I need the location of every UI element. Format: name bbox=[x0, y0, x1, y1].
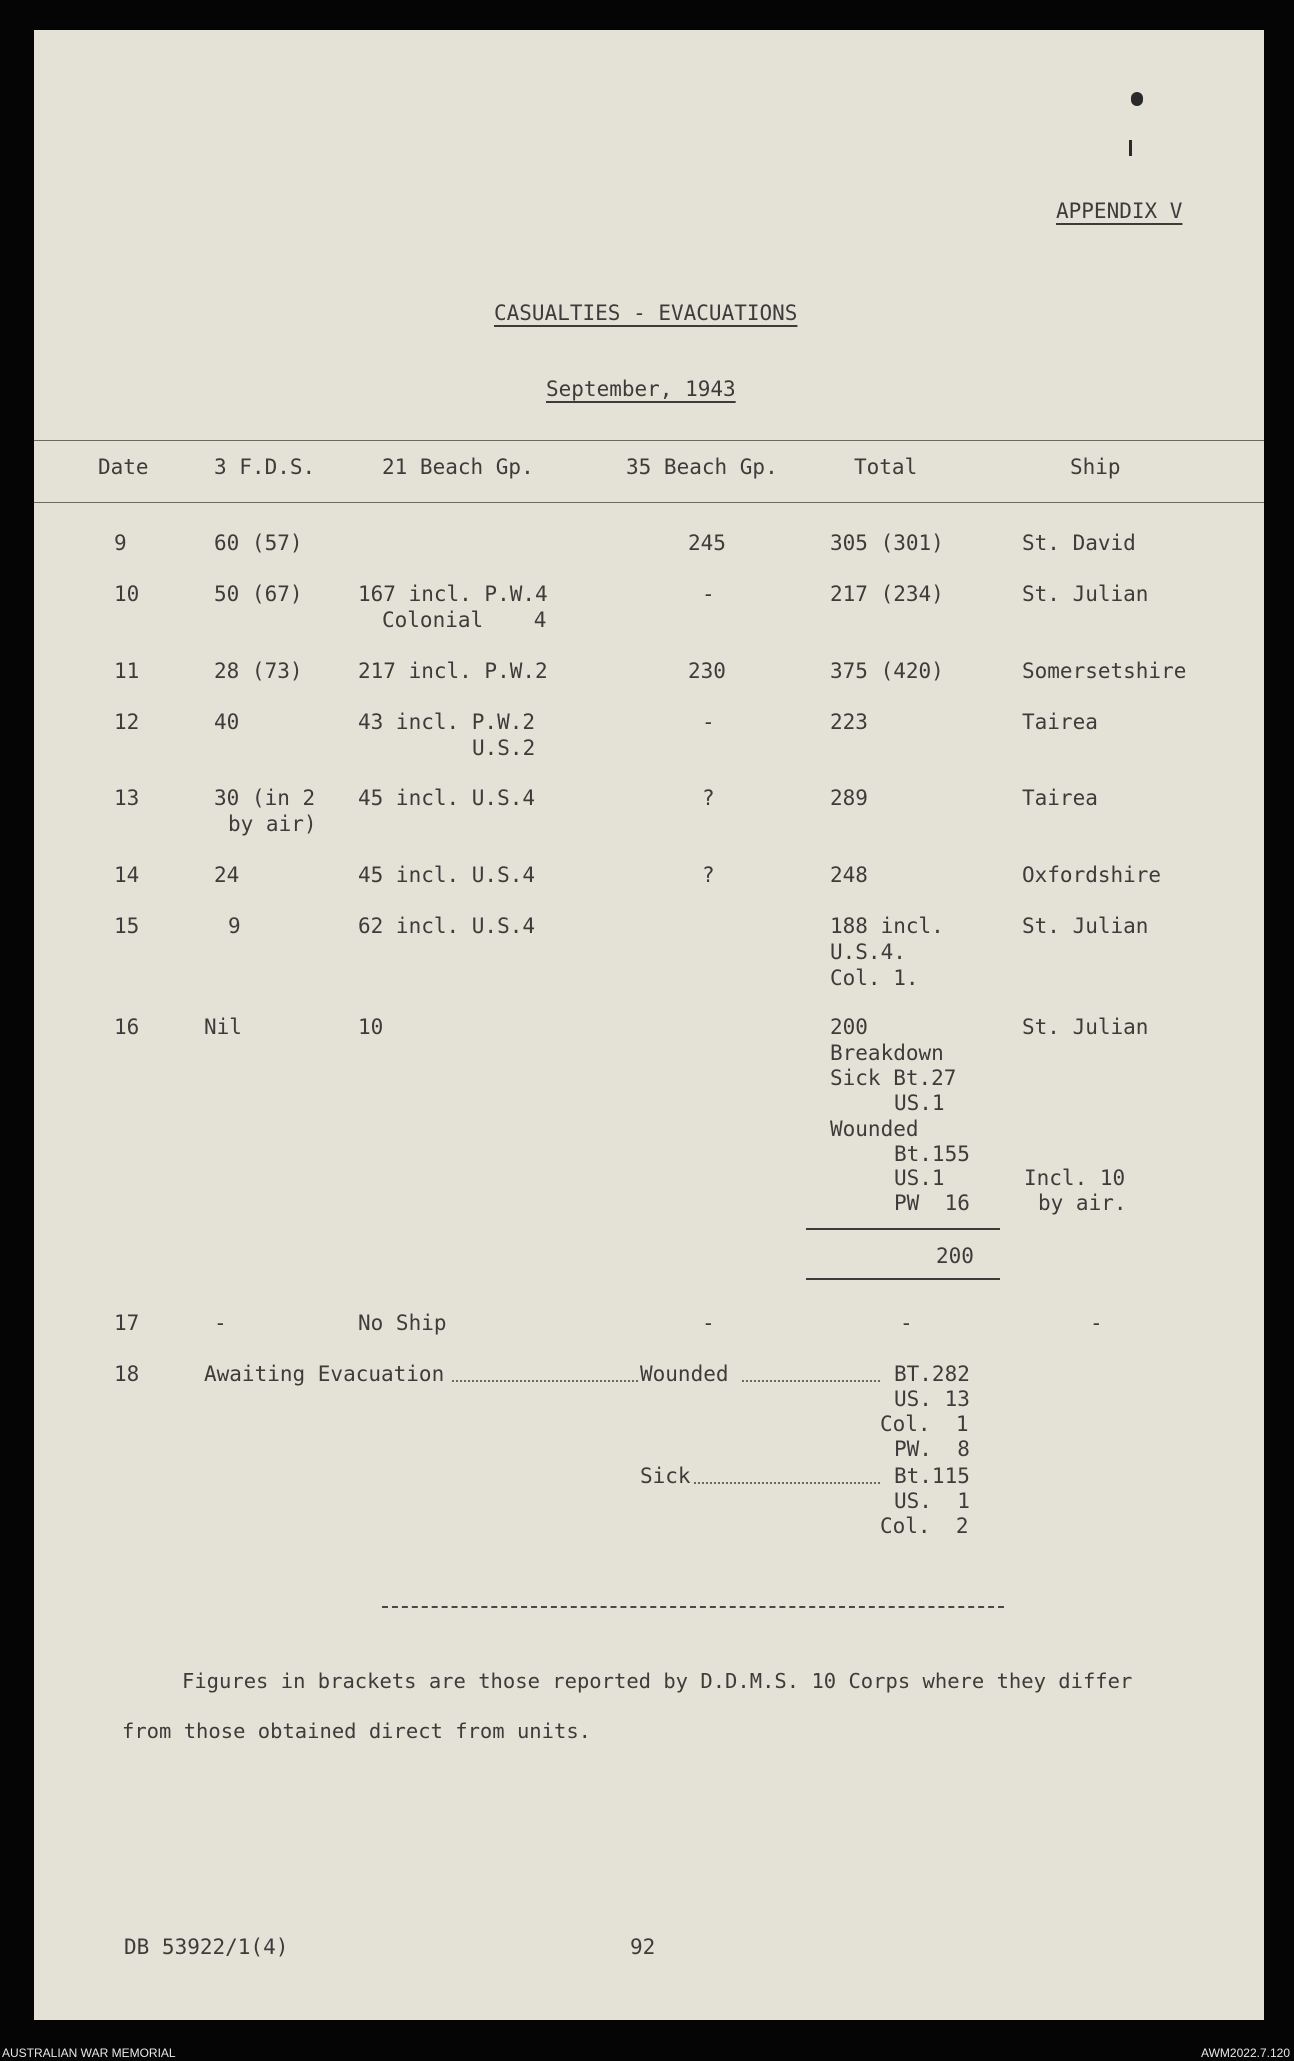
row-14-b35: ? bbox=[702, 863, 715, 887]
leader-dots bbox=[452, 1380, 638, 1382]
row-14-b21: 45 incl. U.S.4 bbox=[358, 863, 536, 887]
row-10-b21-line2: Colonial 4 bbox=[382, 608, 547, 632]
separator-dashes bbox=[382, 1606, 1004, 1608]
row-18-sick-bt: Bt.115 bbox=[894, 1464, 970, 1488]
document-subtitle: September, 1943 bbox=[546, 377, 736, 401]
row-14-date: 14 bbox=[114, 863, 140, 887]
document-page bbox=[34, 30, 1264, 2020]
ink-mark bbox=[1129, 140, 1132, 156]
row-16-wounded-pw: PW 16 bbox=[894, 1191, 970, 1215]
row-15-ship: St. Julian bbox=[1022, 914, 1149, 938]
note-line-1: Figures in brackets are those reported by D.D.M.S. 10 Corps where they differ bbox=[182, 1669, 1133, 1693]
row-16-total: 200 bbox=[830, 1015, 868, 1039]
row-16-sum: 200 bbox=[936, 1244, 974, 1268]
row-17-fds: - bbox=[214, 1311, 227, 1335]
col-header-date: Date bbox=[98, 455, 149, 479]
row-17-b21: No Ship bbox=[358, 1311, 447, 1335]
leader-dots bbox=[694, 1482, 880, 1484]
footer-left: AUSTRALIAN WAR MEMORIAL bbox=[2, 2046, 176, 2060]
row-12-fds: 40 bbox=[214, 710, 240, 734]
row-11-b35: 230 bbox=[688, 659, 726, 683]
row-13-ship: Tairea bbox=[1022, 786, 1098, 810]
row-14-ship: Oxfordshire bbox=[1022, 863, 1162, 887]
row-16-wounded-us: US.1 bbox=[894, 1166, 945, 1190]
row-10-fds: 50 (67) bbox=[214, 582, 303, 606]
row-17-total: - bbox=[900, 1311, 913, 1335]
row-12-ship: Tairea bbox=[1022, 710, 1098, 734]
col-header-total: Total bbox=[854, 455, 918, 479]
col-header-b35: 35 Beach Gp. bbox=[626, 455, 778, 479]
row-14-fds: 24 bbox=[214, 863, 240, 887]
row-9-fds: 60 (57) bbox=[214, 531, 303, 555]
row-15-total-line2: U.S.4. bbox=[830, 940, 906, 964]
row-18-wounded-label: Wounded bbox=[640, 1362, 729, 1386]
row-18-sick-col: Col. 2 bbox=[880, 1514, 969, 1538]
row-17-b35: - bbox=[702, 1311, 715, 1335]
row-9-date: 9 bbox=[114, 531, 127, 555]
row-14-total: 248 bbox=[830, 863, 868, 887]
row-16-date: 16 bbox=[114, 1015, 140, 1039]
row-15-date: 15 bbox=[114, 914, 140, 938]
footer-right: AWM2022.7.120 bbox=[1201, 2046, 1290, 2060]
row-10-b21: 167 incl. P.W.4 bbox=[358, 582, 548, 606]
row-11-b21: 217 incl. P.W.2 bbox=[358, 659, 548, 683]
row-10-b35: - bbox=[702, 582, 715, 606]
row-18-wounded-pw: PW. 8 bbox=[894, 1437, 970, 1461]
row-13-fds-line2: by air) bbox=[228, 812, 317, 836]
row-11-total: 375 (420) bbox=[830, 659, 944, 683]
row-17-date: 17 bbox=[114, 1311, 140, 1335]
row-13-fds: 30 (in 2 bbox=[214, 786, 316, 810]
row-16-fds: Nil bbox=[204, 1015, 242, 1039]
row-16-ship-note2: by air. bbox=[1038, 1191, 1127, 1215]
row-10-total: 217 (234) bbox=[830, 582, 944, 606]
row-12-total: 223 bbox=[830, 710, 868, 734]
document-title: CASUALTIES - EVACUATIONS bbox=[494, 301, 798, 325]
row-9-total: 305 (301) bbox=[830, 531, 944, 555]
header-rule-bottom bbox=[34, 502, 1264, 503]
row-16-sick-bt: Sick Bt.27 bbox=[830, 1066, 957, 1090]
row-18-wounded-col: Col. 1 bbox=[880, 1412, 969, 1436]
row-18-awaiting: Awaiting Evacuation bbox=[204, 1362, 445, 1386]
row-15-b21: 62 incl. U.S.4 bbox=[358, 914, 536, 938]
row-11-date: 11 bbox=[114, 659, 140, 683]
row-10-date: 10 bbox=[114, 582, 140, 606]
row-12-b21-line2: U.S.2 bbox=[472, 736, 536, 760]
sum-rule-top bbox=[806, 1228, 1000, 1230]
leader-dots bbox=[742, 1380, 880, 1382]
row-12-date: 12 bbox=[114, 710, 140, 734]
col-header-ship: Ship bbox=[1070, 455, 1121, 479]
row-10-ship: St. Julian bbox=[1022, 582, 1149, 606]
reference-number: DB 53922/1(4) bbox=[124, 1935, 289, 1959]
row-16-ship-note1: Incl. 10 bbox=[1024, 1166, 1126, 1190]
row-13-date: 13 bbox=[114, 786, 140, 810]
row-15-total: 188 incl. bbox=[830, 914, 944, 938]
row-16-ship: St. Julian bbox=[1022, 1015, 1149, 1039]
row-11-fds: 28 (73) bbox=[214, 659, 303, 683]
row-13-total: 289 bbox=[830, 786, 868, 810]
col-header-fds: 3 F.D.S. bbox=[214, 455, 316, 479]
row-15-fds: 9 bbox=[228, 914, 241, 938]
page-number: 92 bbox=[630, 1935, 656, 1959]
row-9-b35: 245 bbox=[688, 531, 726, 555]
row-12-b35: - bbox=[702, 710, 715, 734]
sum-rule-bottom bbox=[806, 1278, 1000, 1280]
row-13-b21: 45 incl. U.S.4 bbox=[358, 786, 536, 810]
row-18-sick-us: US. 1 bbox=[894, 1489, 970, 1513]
row-16-breakdown: Breakdown bbox=[830, 1041, 944, 1065]
row-18-wounded-bt: BT.282 bbox=[894, 1362, 970, 1386]
row-13-b35: ? bbox=[702, 786, 715, 810]
row-16-wounded-bt: Bt.155 bbox=[894, 1142, 970, 1166]
row-18-wounded-us: US. 13 bbox=[894, 1387, 970, 1411]
row-9-ship: St. David bbox=[1022, 531, 1136, 555]
row-18-sick-label: Sick bbox=[640, 1464, 691, 1488]
col-header-b21: 21 Beach Gp. bbox=[382, 455, 534, 479]
appendix-label: APPENDIX V bbox=[1056, 199, 1183, 223]
row-16-wounded: Wounded bbox=[830, 1117, 919, 1141]
row-12-b21: 43 incl. P.W.2 bbox=[358, 710, 536, 734]
row-11-ship: Somersetshire bbox=[1022, 659, 1187, 683]
ink-mark bbox=[1131, 92, 1143, 106]
header-rule-top bbox=[34, 440, 1264, 441]
note-line-2: from those obtained direct from units. bbox=[122, 1719, 591, 1743]
row-15-total-line3: Col. 1. bbox=[830, 966, 919, 990]
row-16-b21: 10 bbox=[358, 1015, 384, 1039]
row-18-date: 18 bbox=[114, 1362, 140, 1386]
row-17-ship: - bbox=[1090, 1311, 1103, 1335]
row-16-sick-us: US.1 bbox=[894, 1091, 945, 1115]
